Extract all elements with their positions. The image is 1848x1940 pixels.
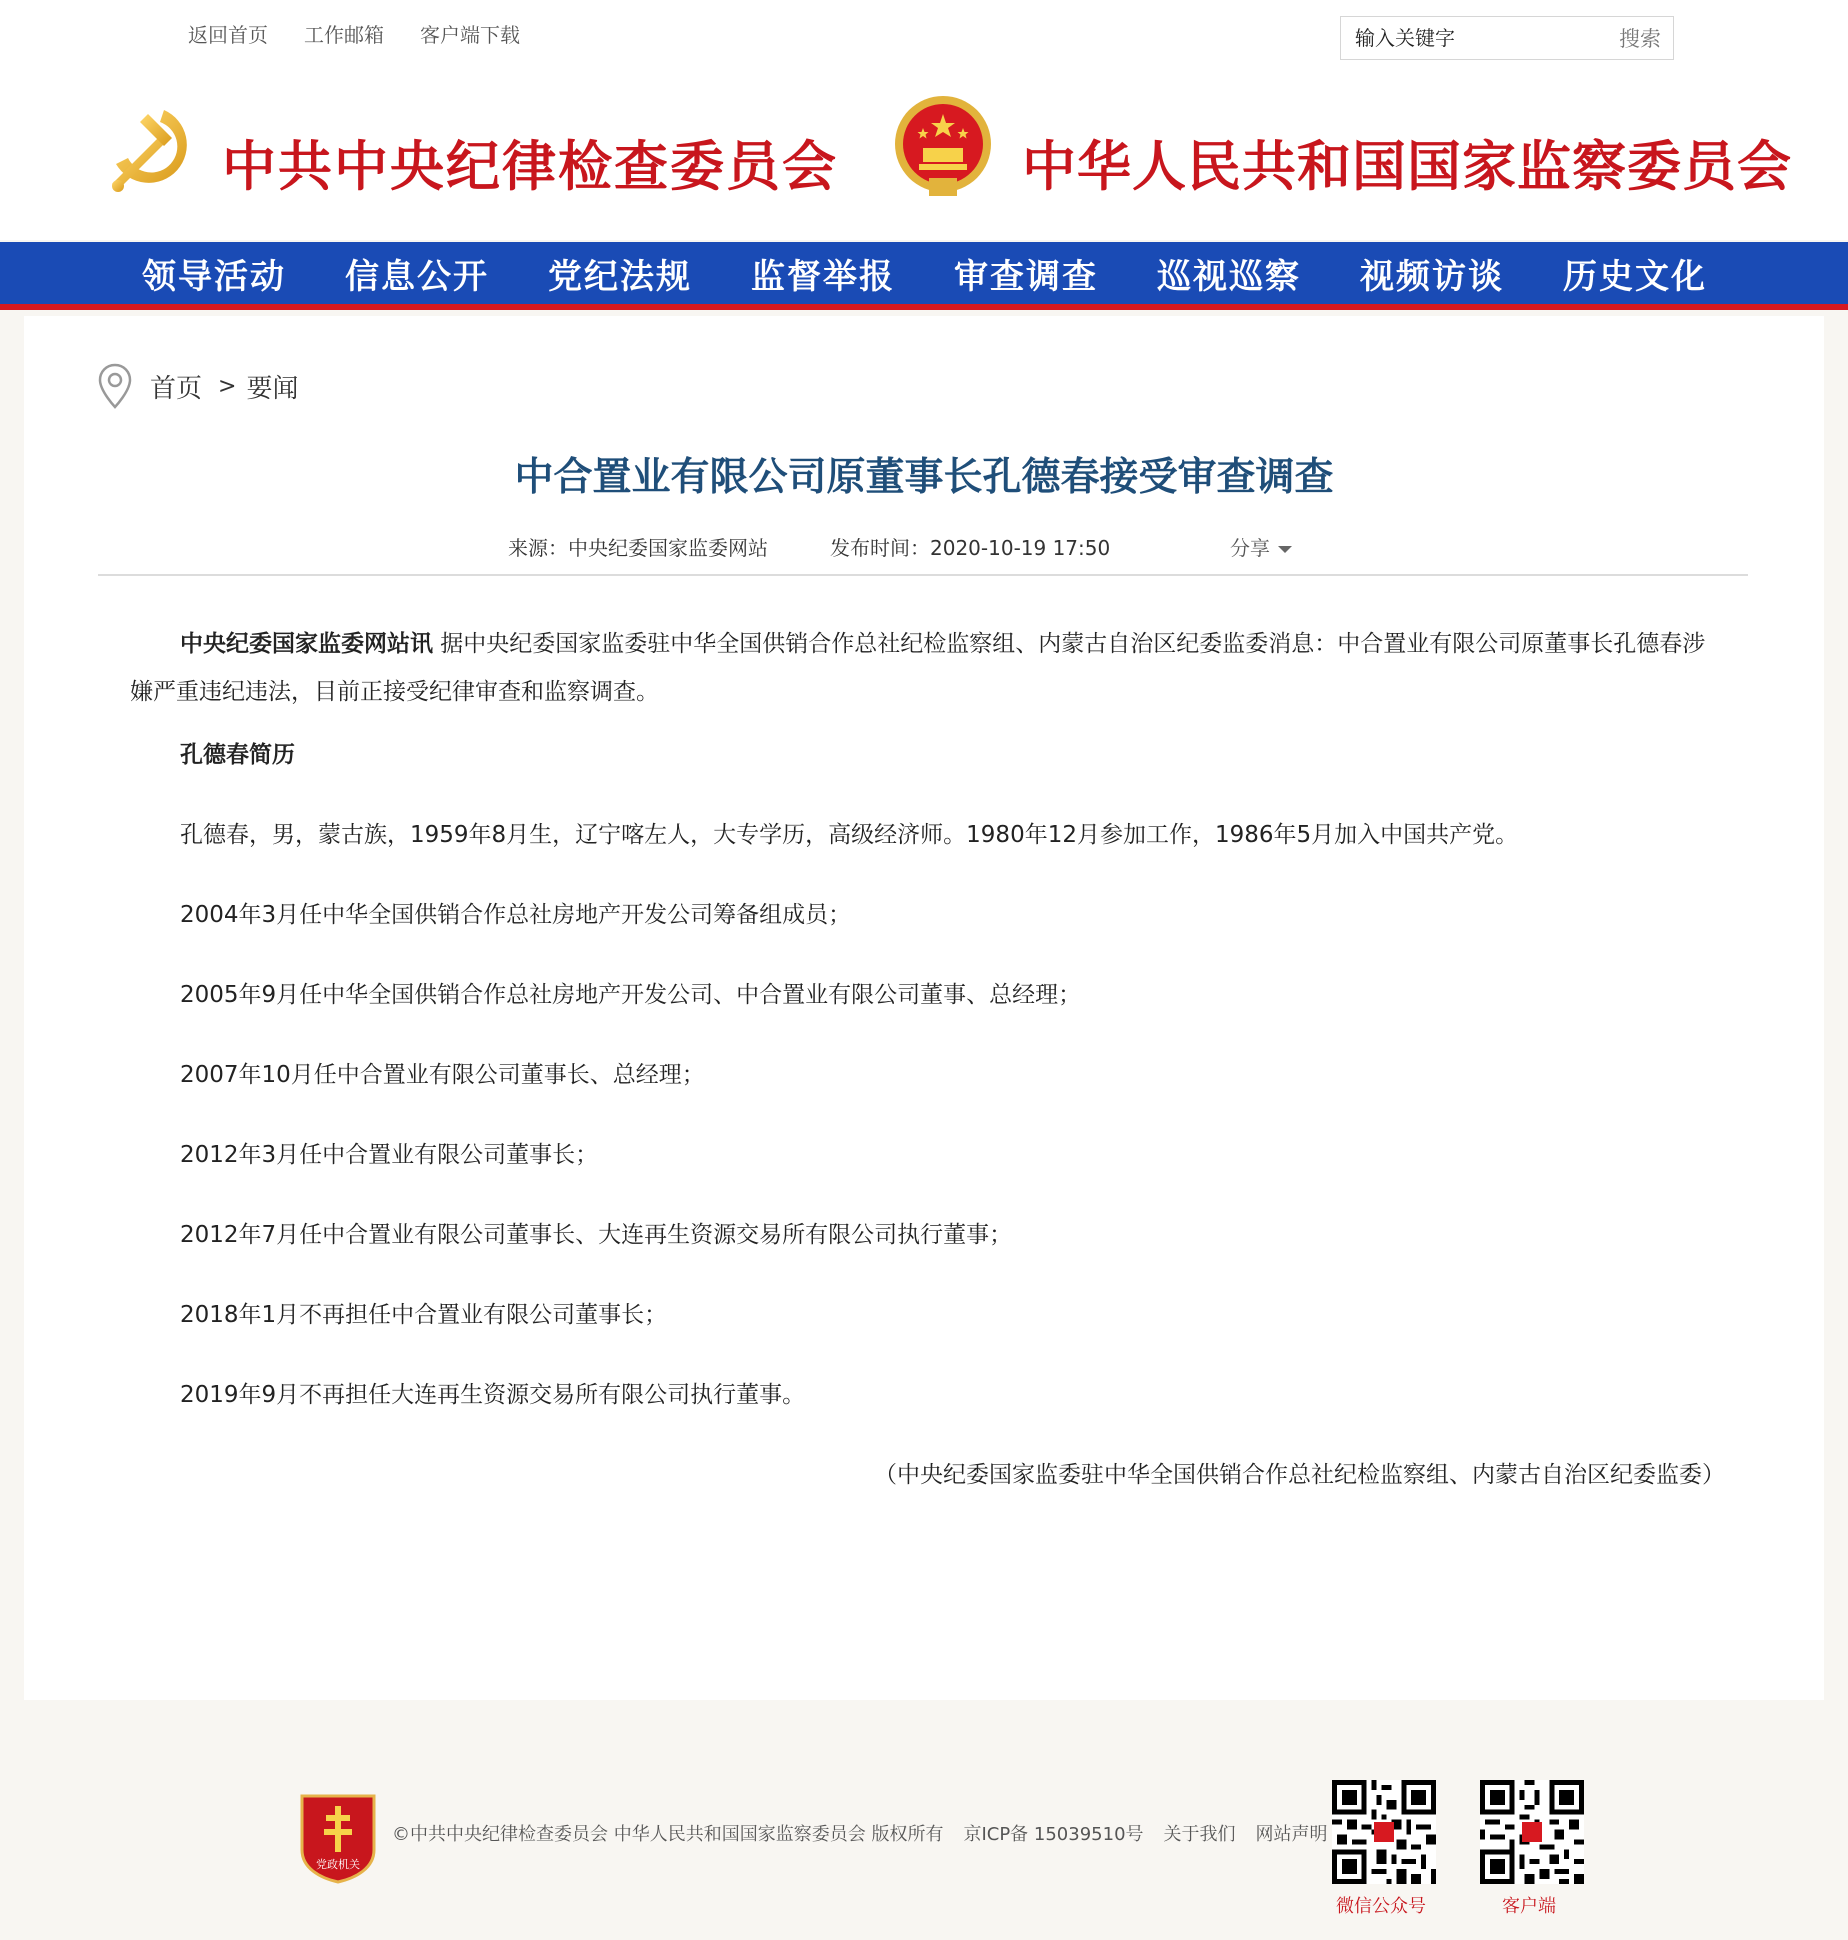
copyright-text: ©中共中央纪律检查委员会 中华人民共和国国家监察委员会 版权所有 <box>392 1824 944 1845</box>
badge-text: 党政机关 <box>316 1858 360 1871</box>
search-box <box>1340 16 1674 60</box>
nav-item-leadership[interactable]: 领导活动 <box>142 256 286 297</box>
about-link[interactable]: 关于我们 <box>1163 1824 1236 1845</box>
app-qr-label: 客户端 <box>1502 1896 1556 1917</box>
nav-item-supervision-report[interactable]: 监督举报 <box>751 256 895 297</box>
article-source: 来源：中央纪委国家监委网站 <box>508 536 768 560</box>
wechat-qr-label: 微信公众号 <box>1336 1896 1426 1917</box>
paragraph: 2004年3月任中华全国供销合作总社房地产开发公司筹备组成员； <box>180 902 852 928</box>
nav-item-history-culture[interactable]: 历史文化 <box>1563 256 1707 297</box>
statement-link[interactable]: 网站声明 <box>1255 1824 1328 1845</box>
paragraph: 2012年7月任中合置业有限公司董事长、大连再生资源交易所有限公司执行董事； <box>180 1222 1013 1248</box>
search-input[interactable] <box>1341 18 1591 58</box>
cpc-ccdi-title: 中共中央纪律检查委员会 <box>222 134 838 198</box>
share-dropdown[interactable]: 分享 <box>1230 532 1292 561</box>
paragraph: 2018年1月不再担任中合置业有限公司董事长； <box>180 1302 668 1328</box>
article-title: 中合置业有限公司原董事长孔德春接受审查调查 <box>514 455 1334 500</box>
lead-bold: 中央纪委国家监委网站讯 <box>180 631 433 657</box>
resume-heading: 孔德春简历 <box>180 742 295 768</box>
search-button[interactable]: 搜索 <box>1619 27 1661 51</box>
nav-item-party-regulations[interactable]: 党纪法规 <box>548 256 692 297</box>
paragraph: 2007年10月任中合置业有限公司董事长、总经理； <box>180 1062 705 1088</box>
article-publish-time: 发布时间：2020-10-19 17:50 <box>830 536 1111 560</box>
nav-item-video-interview[interactable]: 视频访谈 <box>1360 256 1504 297</box>
site-header <box>0 0 1848 240</box>
nsc-title: 中华人民共和国国家监察委员会 <box>1022 134 1792 198</box>
link-work-email[interactable]: 工作邮箱 <box>304 22 384 47</box>
nav-item-info-disclosure[interactable]: 信息公开 <box>345 256 489 297</box>
top-links <box>188 16 520 50</box>
site-footer <box>0 1700 1848 1940</box>
nav-item-review-investigation[interactable]: 审查调查 <box>954 256 1098 297</box>
app-qr-code-icon <box>1480 1780 1584 1884</box>
breadcrumb-home[interactable]: 首页 <box>150 373 203 404</box>
attribution: （中央纪委国家监委驻中华全国供销合作总社纪检监察组、内蒙古自治区纪委监委） <box>874 1462 1725 1488</box>
paragraph: 2012年3月任中合置业有限公司董事长； <box>180 1142 599 1168</box>
national-emblem-icon <box>893 92 993 200</box>
paragraph: 2019年9月不再担任大连再生资源交易所有限公司执行董事。 <box>180 1382 806 1408</box>
paragraph: 孔德春，男，蒙古族，1959年8月生，辽宁喀左人，大专学历，高级经济师。1980年12月参加工作，1986年5月加入中国共产党。 <box>180 822 1519 848</box>
footer-info <box>392 1820 1328 1846</box>
nav-item-inspection-tour[interactable]: 巡视巡察 <box>1157 256 1301 297</box>
icp-link[interactable]: 京ICP备 15039510号 <box>963 1824 1144 1845</box>
main-nav <box>0 242 1848 310</box>
link-home[interactable]: 返回首页 <box>188 22 268 47</box>
government-badge-icon <box>298 1788 378 1884</box>
party-emblem-icon <box>102 98 202 198</box>
article-container <box>24 316 1824 1700</box>
lead-paragraph <box>130 620 1726 716</box>
title-divider <box>98 574 1748 576</box>
wechat-qr-code-icon <box>1332 1780 1436 1884</box>
lead-text: 据中央纪委国家监委驻中华全国供销合作总社纪检监察组、内蒙古自治区纪委监委消息：中合置业有限公司原董事长孔德春涉嫌严重违纪违法，目前正接受纪律审查和监察调查。 <box>130 631 1706 705</box>
paragraph: 2005年9月任中华全国供销合作总社房地产开发公司、中合置业有限公司董事、总经理； <box>180 982 1082 1008</box>
location-pin-icon <box>98 363 132 409</box>
article-meta <box>508 532 1292 561</box>
breadcrumb <box>98 362 298 410</box>
breadcrumb-current[interactable]: 要闻 <box>246 373 299 404</box>
breadcrumb-separator: > <box>218 373 237 399</box>
link-client-download[interactable]: 客户端下载 <box>420 22 520 47</box>
